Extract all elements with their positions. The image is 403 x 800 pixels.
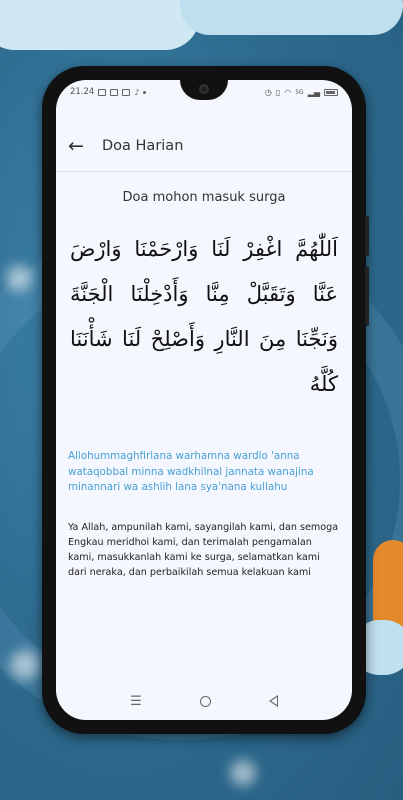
doa-content[interactable] — [56, 172, 352, 580]
network-label: 5G — [295, 88, 304, 96]
cloud-top-right — [180, 0, 403, 35]
recent-apps-button[interactable]: ☰ — [130, 693, 142, 709]
app-bar — [56, 120, 352, 172]
power-button — [365, 266, 369, 326]
mail-icon — [110, 89, 118, 96]
gallery-icon — [122, 89, 130, 96]
battery-icon — [324, 89, 338, 96]
status-time: 21.24 — [70, 87, 95, 97]
notification-icon — [98, 89, 106, 96]
arrow-left-icon[interactable]: ← — [68, 134, 84, 157]
vibrate-icon: ▯ — [275, 87, 281, 97]
status-bar — [56, 84, 352, 100]
page-title: Doa Harian — [102, 137, 184, 154]
more-notifications-icon — [143, 91, 146, 94]
light-glow — [6, 265, 32, 291]
tiktok-icon: ♪ — [134, 87, 140, 97]
back-triangle-icon[interactable] — [269, 695, 278, 707]
doa-arabic-text: اَللّٰهُمَّ اغْفِرْ لَنَا وَارْحَمْنَا وَارْضَ عَنَّا وَتَقَبَّلْ مِنَّا وَأَدْخِلْنَا الْجَنَّةَ وَنَجِّنَا مِنَ النَّارِ وَأَصْلِحْ لَنَا شَأْنَنَا كُلَّهُ — [70, 237, 338, 396]
alarm-icon: ◷ — [264, 87, 272, 97]
signal-icon: ▂▄ — [307, 87, 320, 97]
doa-latin-text: Allohummaghfirlana warhamna wardlo 'anna wataqobbal minna wadkhilnal jannata wanajina minannari wa ashlih lana sya'nana kullahu — [68, 450, 314, 493]
doa-title: Doa mohon masuk surga — [122, 190, 286, 205]
light-glow — [10, 650, 40, 680]
doa-translation: Ya Allah, ampunilah kami, sayangilah kami, dan semoga Engkau meridhoi kami, dan terimalah pengamalan kami, masukkanlah kami ke surga, selamatkan kami dari neraka, dan perbaikilah semua kelakuan kami — [68, 521, 339, 578]
home-circle-icon[interactable] — [200, 696, 211, 707]
volume-button — [365, 216, 369, 256]
system-nav-bar — [56, 682, 352, 720]
wifi-icon: ◠ — [284, 87, 292, 97]
phone-screen — [56, 80, 352, 720]
phone-frame — [42, 66, 366, 734]
light-glow — [230, 760, 256, 786]
cloud-top-left — [0, 0, 200, 50]
